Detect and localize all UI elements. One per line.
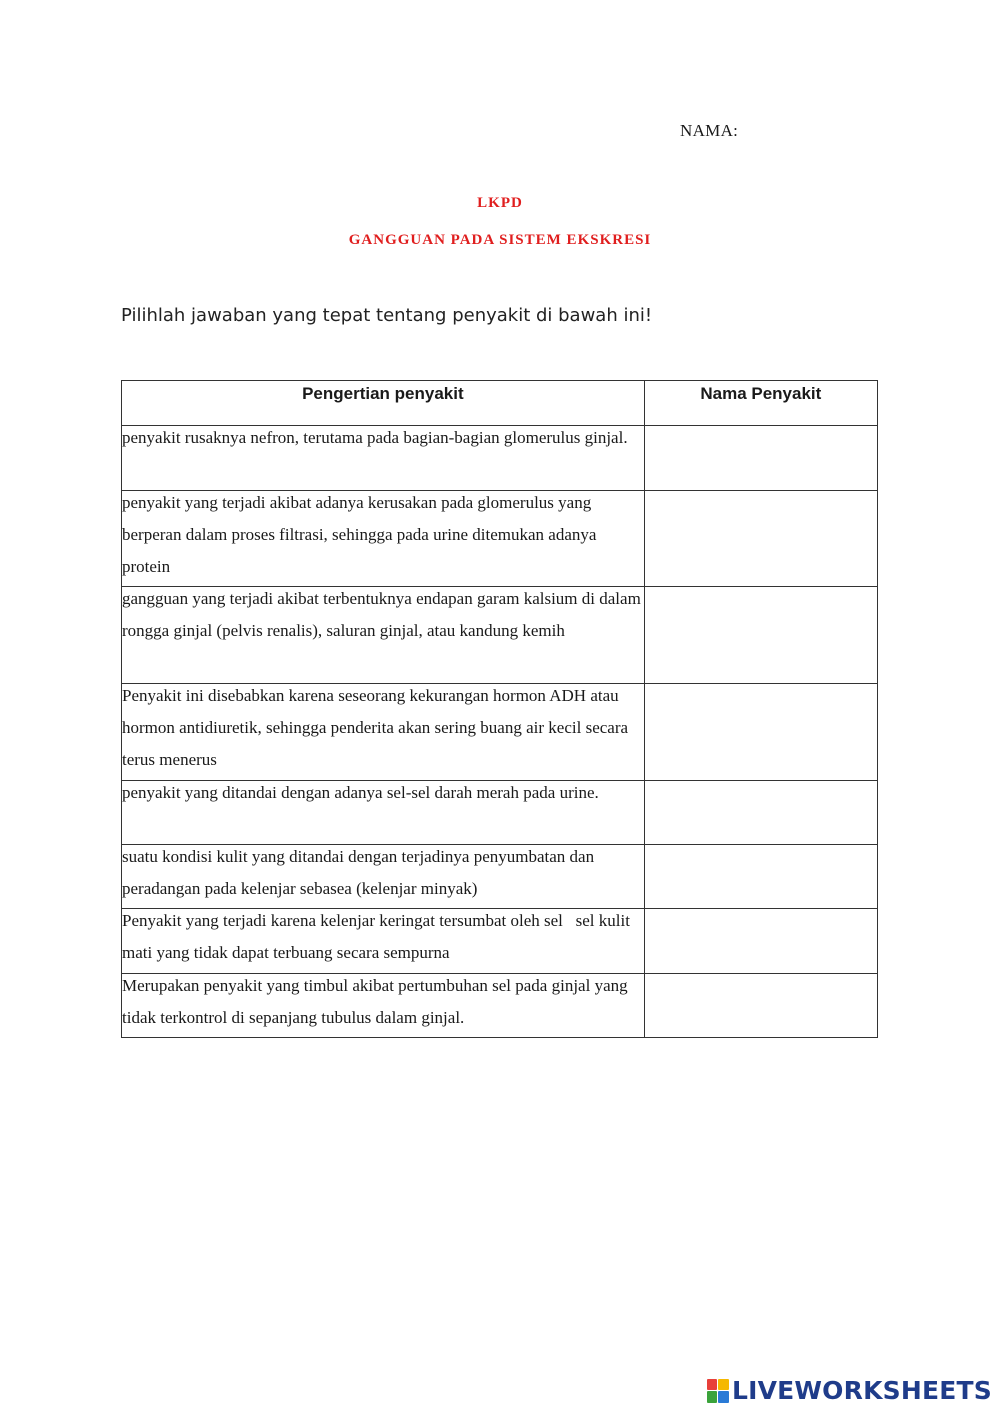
definition-cell [122,587,645,684]
brand-name: LIVEWORKSHEETS [731,1376,992,1405]
header-disease-name: Nama Penyakit [644,381,877,426]
definition-cell [122,781,645,845]
instruction-text: Pilihlah jawaban yang tepat tentang penyakit di bawah ini! [121,305,653,326]
definition-cell [122,426,645,491]
table-row [122,781,878,845]
definition-text: penyakit rusaknya nefron, terutama pada bagian-bagian glomerulus ginjal. [122,428,628,447]
table-row [122,587,878,684]
answer-cell[interactable] [644,909,877,974]
definition-text: suatu kondisi kulit yang ditandai dengan terjadinya penyumbatan dan peradangan pada kelenjar sebasea (kelenjar minyak) [122,847,595,898]
table-row [122,974,878,1038]
answer-cell[interactable] [644,587,877,684]
brand-footer [707,1376,992,1405]
table-header-row [122,381,878,426]
answer-cell[interactable] [644,974,877,1038]
liveworksheets-logo-icon [707,1379,729,1403]
page-title: LKPD [477,195,523,211]
header-definition: Pengertian penyakit [122,381,645,426]
page-subtitle: GANGGUAN PADA SISTEM EKSKRESI [348,232,652,248]
logo-square [707,1391,718,1403]
definition-cell [122,974,645,1038]
question-table [121,380,878,1038]
logo-square [718,1379,729,1391]
definition-text: Penyakit ini disebabkan karena seseorang kekurangan hormon ADH atau hormon antidiuretik, sehingga penderita akan sering buang air kecil secara terus menerus [122,686,629,769]
answer-cell[interactable] [644,781,877,845]
definition-cell [122,491,645,587]
table-row [122,684,878,781]
definition-cell [122,845,645,909]
definition-text: Merupakan penyakit yang timbul akibat pertumbuhan sel pada ginjal yang tidak terkontrol di sepanjang tubulus dalam ginjal. [122,976,628,1027]
logo-square [707,1379,718,1391]
answer-cell[interactable] [644,845,877,909]
definition-text: penyakit yang terjadi akibat adanya kerusakan pada glomerulus yang berperan dalam proses filtrasi, sehingga pada urine ditemukan adanya protein [122,493,597,576]
answer-cell[interactable] [644,491,877,587]
table-row [122,426,878,491]
answer-cell[interactable] [644,684,877,781]
logo-square [718,1391,729,1403]
definition-text: gangguan yang terjadi akibat terbentuknya endapan garam kalsium di dalam rongga ginjal (pelvis renalis), saluran ginjal, atau kandung kemih [122,589,641,640]
definition-text: penyakit yang ditandai dengan adanya sel-sel darah merah pada urine. [122,783,599,802]
table-row [122,491,878,587]
definition-cell [122,684,645,781]
definition-cell [122,909,645,974]
definition-text: Penyakit yang terjadi karena kelenjar keringat tersumbat oleh sel sel kulit mati yang tidak dapat terbuang secara sempurna [122,911,635,962]
table-row [122,845,878,909]
nama-label: NAMA: [680,121,739,140]
table-row [122,909,878,974]
answer-cell[interactable] [644,426,877,491]
